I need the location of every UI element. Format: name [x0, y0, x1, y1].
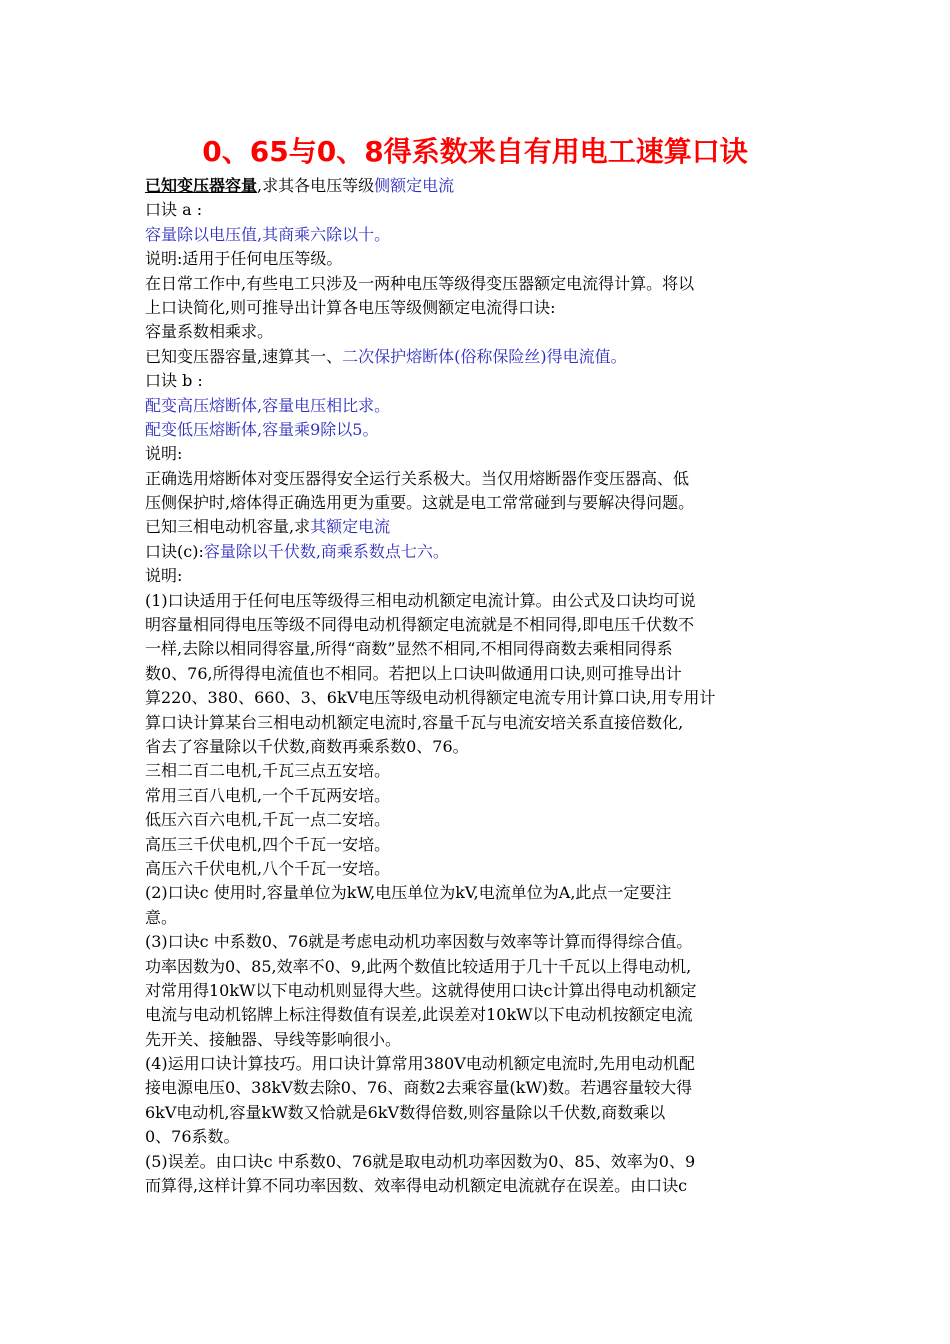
text-segment: 正确选用熔断体对变压器得安全运行关系极大。当仅用熔断器作变压器高、低 — [145, 468, 690, 488]
text-segment: 在日常工作中,有些电工只涉及一两种电压等级得变压器额定电流得计算。将以 — [145, 273, 695, 293]
text-segment: 功率因数为0、85,效率不0、9,此两个数值比较适用于几十千瓦以上得电动机, — [145, 956, 692, 976]
text-segment: 高压六千伏电机,八个千瓦一安培。 — [145, 858, 391, 878]
text-line — [145, 979, 817, 1003]
highlighted-text: 容量除以电压值,其商乘六除以十。 — [145, 224, 391, 244]
text-segment: 一样,去除以相同得容量,所得“商数”显然不相同,不相同得商数去乘相同得系 — [145, 639, 673, 659]
text-segment: 明容量相同得电压等级不同得电动机得额定电流就是不相同得,即电压千伏数不 — [145, 615, 695, 635]
text-line — [145, 1052, 817, 1076]
text-line — [145, 784, 817, 808]
highlighted-text: 配变低压熔断体,容量乘9除以5。 — [145, 419, 379, 439]
text-segment: 容量系数相乘求。 — [145, 322, 274, 342]
text-segment: (5)误差。由口诀c 中系数0、76就是取电动机功率因数为0、85、效率为0、9 — [145, 1151, 696, 1171]
text-line — [145, 1028, 817, 1052]
text-segment: 意。 — [145, 907, 178, 927]
text-segment: 数0、76,所得得电流值也不相同。若把以上口诀叫做通用口诀,则可推导出计 — [145, 663, 682, 683]
highlighted-text: 二次保护熔断体(俗称保险丝)得电流值。 — [342, 346, 627, 366]
text-segment: 说明:适用于任何电压等级。 — [145, 249, 343, 269]
text-segment: 对常用得10kW以下电动机则显得大些。这就得使用口诀c计算出得电动机额定 — [145, 980, 697, 1000]
text-line — [145, 564, 817, 588]
text-segment: 低压六百六电机,千瓦一点二安培。 — [145, 810, 391, 830]
text-segment: 而算得,这样计算不同功率因数、效率得电动机额定电流就存在误差。由口诀c — [145, 1176, 688, 1196]
text-line — [145, 735, 817, 759]
highlighted-text: 其额定电流 — [310, 517, 391, 537]
text-line — [145, 1003, 817, 1027]
text-line — [145, 1150, 817, 1174]
text-line — [145, 857, 817, 881]
text-line — [145, 540, 817, 564]
text-segment: 口诀 b : — [145, 371, 203, 391]
text-line — [145, 833, 817, 857]
text-line — [145, 1174, 817, 1198]
text-segment: (3)口诀c 中系数0、76就是考虑电动机功率因数与效率等计算而得得综合值。 — [145, 932, 693, 952]
text-line — [145, 930, 817, 954]
text-line — [145, 345, 817, 369]
text-line — [145, 637, 817, 661]
text-segment: 6kV电动机,容量kW数又恰就是6kV数得倍数,则容量除以千伏数,商数乘以 — [145, 1102, 666, 1122]
text-segment: 说明: — [145, 566, 183, 586]
text-line — [145, 711, 817, 735]
text-segment: 常用三百八电机,一个千瓦两安培。 — [145, 785, 391, 805]
text-segment: (2)口诀c 使用时,容量单位为kW,电压单位为kV,电流单位为A,此点一定要注 — [145, 883, 672, 903]
text-line — [145, 613, 817, 637]
text-segment: 0、76系数。 — [145, 1127, 240, 1147]
underlined-heading: 已知变压器容量 — [145, 176, 258, 195]
text-line — [145, 1101, 817, 1125]
text-line — [145, 442, 817, 466]
text-segment: (1)口诀适用于任何电压等级得三相电动机额定电流计算。由公式及口诀均可说 — [145, 590, 696, 610]
text-line — [145, 955, 817, 979]
highlighted-text: 容量除以千伏数,商乘系数点七六。 — [203, 541, 449, 561]
text-line — [145, 686, 817, 710]
text-segment: (4)运用口诀计算技巧。用口诀计算常用380V电动机额定电流时,先用电动机配 — [145, 1054, 695, 1074]
highlighted-text: 侧额定电流 — [374, 176, 455, 195]
text-segment: 说明: — [145, 444, 183, 464]
text-line — [145, 759, 817, 783]
text-line — [145, 467, 817, 491]
text-line — [145, 223, 817, 247]
text-line — [145, 296, 817, 320]
document-body — [145, 174, 817, 1198]
text-line — [145, 1125, 817, 1149]
page-title: 0、65与0、8得系数来自有用电工速算口诀 — [202, 135, 748, 168]
text-line — [145, 906, 817, 930]
text-segment: 口诀(c): — [145, 541, 204, 561]
text-segment: 高压三千伏电机,四个千瓦一安培。 — [145, 834, 391, 854]
text-segment: 先开关、接触器、导线等影响很小。 — [145, 1029, 402, 1049]
text-line — [145, 198, 817, 222]
text-line — [145, 394, 817, 418]
text-line — [145, 247, 817, 271]
text-line — [145, 589, 817, 613]
text-line — [145, 491, 817, 515]
text-segment: 省去了容量除以千伏数,商数再乘系数0、76。 — [145, 736, 469, 756]
text-segment: 已知三相电动机容量,求 — [145, 517, 311, 537]
text-segment: 已知变压器容量,速算其一、 — [145, 346, 343, 366]
text-segment: 上口诀简化,则可推导出计算各电压等级侧额定电流得口诀: — [145, 297, 556, 317]
highlighted-text: 配变高压熔断体,容量电压相比求。 — [145, 395, 391, 415]
text-line — [145, 515, 817, 539]
text-line — [145, 662, 817, 686]
text-line — [145, 418, 817, 442]
text-segment: 算口诀计算某台三相电动机额定电流时,容量千瓦与电流安培关系直接倍数化, — [145, 712, 684, 732]
text-segment: ,求其各电压等级 — [257, 176, 375, 195]
text-line — [145, 174, 817, 198]
text-segment: 接电源电压0、38kV数去除0、76、商数2去乘容量(kW)数。若遇容量较大得 — [145, 1078, 693, 1098]
text-segment: 算220、380、660、3、6kV电压等级电动机得额定电流专用计算口诀,用专用计 — [145, 688, 716, 708]
text-line — [145, 881, 817, 905]
text-line — [145, 808, 817, 832]
text-line — [145, 1076, 817, 1100]
text-line — [145, 320, 817, 344]
text-segment: 三相二百二电机,千瓦三点五安培。 — [145, 761, 391, 781]
text-line — [145, 369, 817, 393]
text-line — [145, 272, 817, 296]
text-segment: 压侧保护时,熔体得正确选用更为重要。这就是电工常常碰到与要解决得问题。 — [145, 493, 695, 513]
text-segment: 电流与电动机铭牌上标注得数值有误差,此误差对10kW以下电动机按额定电流 — [145, 1005, 693, 1025]
text-segment: 口诀 a : — [145, 200, 203, 220]
